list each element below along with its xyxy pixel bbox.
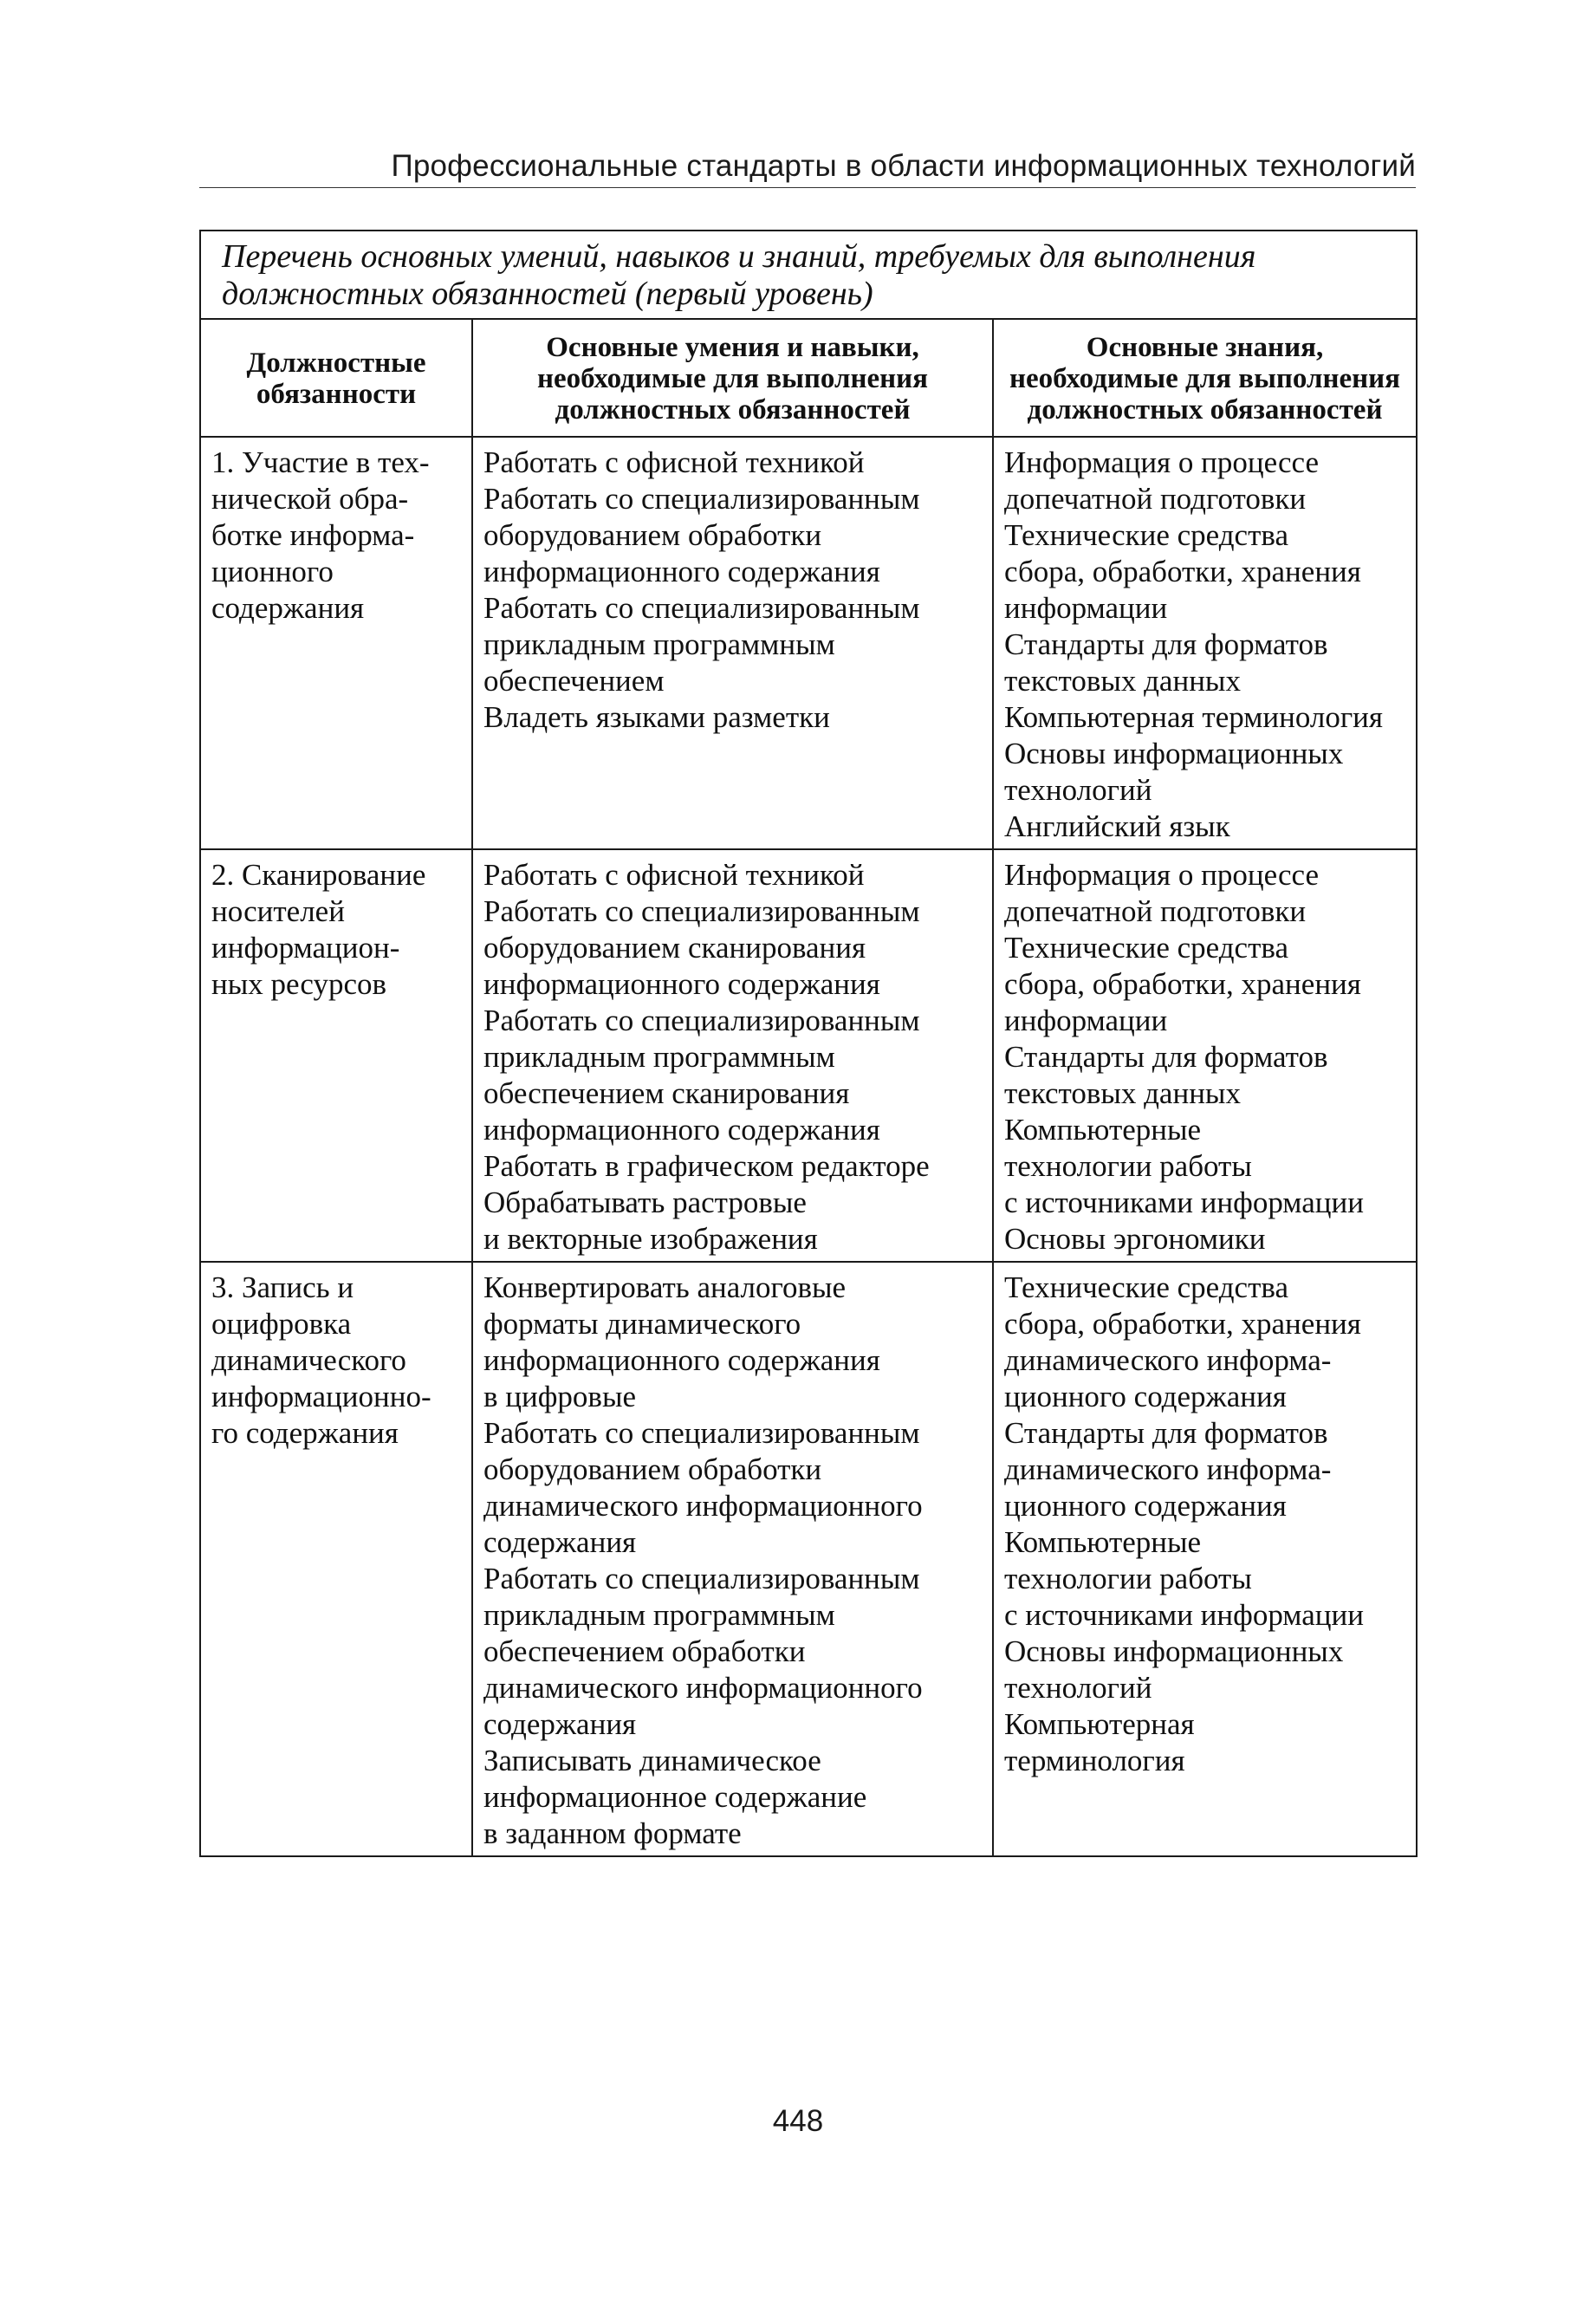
caption-line: должностных обязанностей (первый уровень) (222, 276, 873, 312)
competency-table (199, 230, 1418, 1857)
cell-line: в заданном формате (483, 1816, 742, 1850)
cell-line: динамического информационного (483, 1489, 923, 1523)
skills-cell (472, 849, 993, 1262)
cell-line: динамического информа- (1004, 1452, 1332, 1486)
cell-line: ционного содержания (1004, 1380, 1287, 1413)
table-header-row (200, 319, 1417, 437)
cell-line: Компьютерная (1004, 1707, 1195, 1741)
cell-line: нической обра- (211, 482, 409, 516)
cell-line: обеспечением обработки (483, 1634, 806, 1668)
cell-line: информационного содержания (483, 555, 880, 588)
header-line: необходимые для выполнения (1009, 363, 1401, 394)
cell-line: технологий (1004, 773, 1152, 807)
cell-line: сбора, обработки, хранения (1004, 1307, 1361, 1341)
cell-line: с источниками информации (1004, 1598, 1364, 1632)
cell-line: информационно- (211, 1380, 431, 1413)
cell-line: оборудованием обработки (483, 1452, 822, 1486)
cell-line: оборудованием обработки (483, 518, 822, 552)
cell-line: терминология (1004, 1744, 1185, 1777)
cell-line: информационного содержания (483, 1343, 880, 1377)
cell-line: прикладным программным (483, 1040, 835, 1074)
cell-line: текстовых данных (1004, 1076, 1241, 1110)
table-caption-row (200, 231, 1417, 319)
running-head: Профессиональные стандарты в области информационных технологий (391, 149, 1416, 183)
skills-cell (472, 1262, 993, 1856)
cell-line: форматы динамического (483, 1307, 801, 1341)
cell-line: информацион- (211, 931, 400, 965)
cell-line: Основы информационных (1004, 1634, 1344, 1668)
cell-line: оборудованием сканирования (483, 931, 866, 965)
header-line: Должностные (246, 348, 426, 379)
header-line: Основные знания, (1086, 332, 1324, 363)
cell-line: Информация о процессе (1004, 858, 1320, 892)
caption-line: Перечень основных умений, навыков и знаний, требуемых для выполнения (222, 238, 1256, 275)
cell-line: Работать со специализированным (483, 1004, 920, 1037)
cell-line: Информация о процессе (1004, 445, 1320, 479)
cell-line: Стандарты для форматов (1004, 1416, 1328, 1450)
cell-line: динамического (211, 1343, 406, 1377)
duty-cell (200, 849, 472, 1262)
cell-line: Основы информационных (1004, 737, 1344, 770)
cell-line: Работать со специализированным (483, 591, 920, 625)
header-knowledge (993, 319, 1417, 437)
cell-line: информации (1004, 591, 1168, 625)
knowledge-cell (993, 437, 1417, 849)
cell-line: ционного содержания (1004, 1489, 1287, 1523)
cell-line: содержания (483, 1525, 637, 1559)
table-row (200, 849, 1417, 1262)
cell-line: 2. Сканирование (211, 858, 426, 892)
cell-line: обеспечением (483, 664, 665, 698)
cell-line: Владеть языками разметки (483, 700, 830, 734)
cell-line: Работать с офисной техникой (483, 858, 865, 892)
cell-line: оцифровка (211, 1307, 352, 1341)
cell-line: технологии работы (1004, 1149, 1252, 1183)
cell-line: информационное содержание (483, 1780, 867, 1814)
cell-line: допечатной подготовки (1004, 894, 1307, 928)
header-rule (199, 187, 1416, 188)
header-skills (472, 319, 993, 437)
cell-line: Работать со специализированным (483, 894, 920, 928)
header-line: должностных обязанностей (1027, 394, 1383, 426)
cell-line: носителей (211, 894, 345, 928)
table-row (200, 1262, 1417, 1856)
cell-line: 3. Запись и (211, 1270, 354, 1304)
cell-line: Компьютерная терминология (1004, 700, 1384, 734)
cell-line: ционного (211, 555, 334, 588)
cell-line: го содержания (211, 1416, 399, 1450)
header-line: обязанности (256, 379, 417, 410)
cell-line: технологии работы (1004, 1562, 1252, 1595)
cell-line: сбора, обработки, хранения (1004, 967, 1361, 1001)
cell-line: и векторные изображения (483, 1222, 818, 1256)
cell-line: Компьютерные (1004, 1113, 1202, 1147)
header-line: Основные умения и навыки, (546, 332, 919, 363)
cell-line: информационного содержания (483, 1113, 880, 1147)
cell-line: 1. Участие в тех- (211, 445, 430, 479)
cell-line: Обрабатывать растровые (483, 1186, 807, 1219)
cell-line: прикладным программным (483, 627, 835, 661)
cell-line: технологий (1004, 1671, 1152, 1705)
cell-line: динамического информационного (483, 1671, 923, 1705)
cell-line: Английский язык (1004, 809, 1230, 843)
cell-line: Стандарты для форматов (1004, 1040, 1328, 1074)
cell-line: Записывать динамическое (483, 1744, 821, 1777)
knowledge-cell (993, 849, 1417, 1262)
cell-line: Конвертировать аналоговые (483, 1270, 847, 1304)
page-number: 448 (772, 2104, 824, 2138)
duty-cell (200, 437, 472, 849)
cell-line: Работать со специализированным (483, 482, 920, 516)
cell-line: содержания (483, 1707, 637, 1741)
cell-line: текстовых данных (1004, 664, 1241, 698)
cell-line: допечатной подготовки (1004, 482, 1307, 516)
cell-line: ных ресурсов (211, 967, 387, 1001)
cell-line: с источниками информации (1004, 1186, 1364, 1219)
cell-line: Стандарты для форматов (1004, 627, 1328, 661)
table-row (200, 437, 1417, 849)
cell-line: ботке информа- (211, 518, 415, 552)
cell-line: Основы эргономики (1004, 1222, 1266, 1256)
header-duties (200, 319, 472, 437)
cell-line: информационного содержания (483, 967, 880, 1001)
cell-line: обеспечением сканирования (483, 1076, 850, 1110)
cell-line: содержания (211, 591, 365, 625)
cell-line: в цифровые (483, 1380, 636, 1413)
cell-line: Технические средства (1004, 518, 1288, 552)
cell-line: Работать со специализированным (483, 1562, 920, 1595)
cell-line: динамического информа- (1004, 1343, 1332, 1377)
table-caption (200, 231, 1417, 319)
cell-line: прикладным программным (483, 1598, 835, 1632)
skills-cell (472, 437, 993, 849)
cell-line: Работать с офисной техникой (483, 445, 865, 479)
duty-cell (200, 1262, 472, 1856)
knowledge-cell (993, 1262, 1417, 1856)
cell-line: сбора, обработки, хранения (1004, 555, 1361, 588)
cell-line: Технические средства (1004, 1270, 1288, 1304)
header-line: должностных обязанностей (555, 394, 911, 426)
cell-line: Компьютерные (1004, 1525, 1202, 1559)
header-line: необходимые для выполнения (536, 363, 929, 394)
cell-line: Технические средства (1004, 931, 1288, 965)
cell-line: Работать со специализированным (483, 1416, 920, 1450)
cell-line: информации (1004, 1004, 1168, 1037)
cell-line: Работать в графическом редакторе (483, 1149, 930, 1183)
